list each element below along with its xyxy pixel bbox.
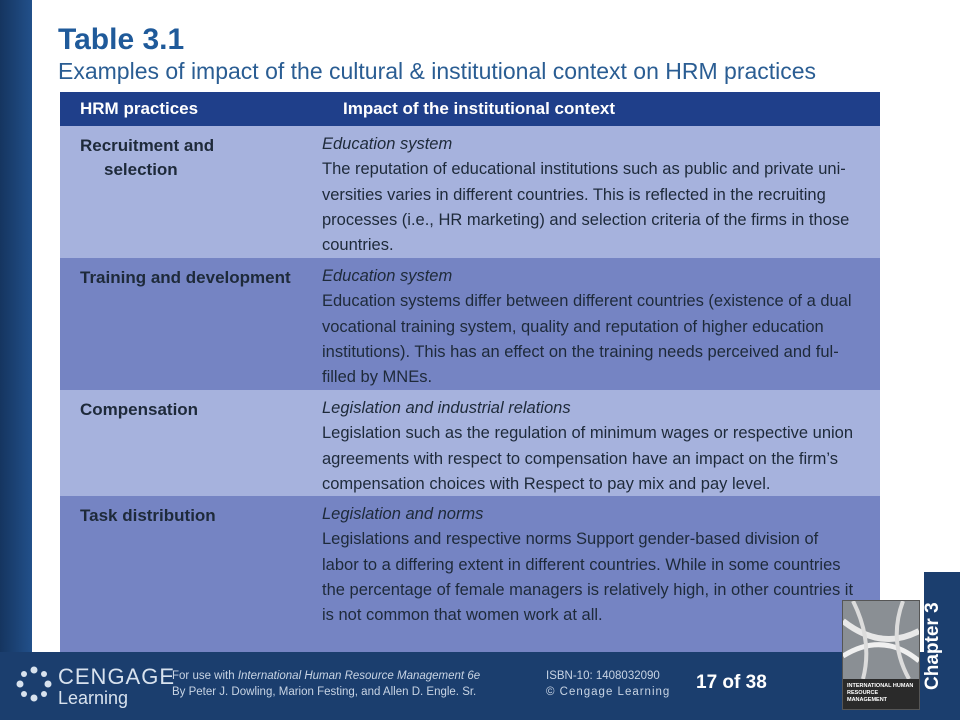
practice-label-cont: selection <box>104 160 178 179</box>
slide-subtitle: Examples of impact of the cultural & institutional context on HRM practices <box>58 58 817 84</box>
impact-line: compensation choices with Respect to pay mix and pay level. <box>322 474 771 493</box>
impact-cell <box>322 132 880 258</box>
table-row <box>60 126 880 258</box>
left-accent-bar <box>0 0 32 720</box>
impact-cell <box>322 502 880 628</box>
practice-cell <box>80 134 310 182</box>
table-header <box>60 92 880 126</box>
chapter-label: Chapter 3 <box>922 602 943 690</box>
impact-cell <box>322 264 880 390</box>
credit-book-title: International Human Resource Management 6e <box>237 670 481 682</box>
copyright-text: © Cengage Learning <box>546 686 671 698</box>
table-row <box>60 496 880 652</box>
practice-label: Recruitment and <box>80 136 215 155</box>
book-cover-thumbnail <box>842 600 920 710</box>
header-impact: Impact of the institutional context <box>343 99 616 118</box>
practice-cell <box>80 266 310 290</box>
practice-label: Compensation <box>80 400 199 419</box>
impact-line: agreements with respect to compensation have an impact on the firm’s <box>322 449 839 468</box>
impact-line: filled by MNEs. <box>322 368 433 387</box>
impact-line: institutions). This has an effect on the training needs perceived and ful- <box>322 342 839 361</box>
impact-line: countries. <box>322 236 394 255</box>
impact-heading: Education system <box>322 135 453 153</box>
logo-wordmark-cengage: CENGAGE <box>58 664 176 689</box>
impact-line: versities varies in different countries. This is reflected in the recruiting <box>322 185 826 204</box>
book-cover-title: INTERNATIONAL HUMAN RESOURCE MANAGEMENT <box>847 683 914 703</box>
credit-line-2: By Peter J. Dowling, Marion Festing, and Allen D. Engle. Sr. <box>172 686 477 698</box>
impact-heading: Education system <box>322 267 453 285</box>
footer-credit <box>172 668 480 700</box>
cengage-logo-icon <box>14 664 54 704</box>
header-hrm-practices: HRM practices <box>80 99 199 118</box>
isbn-text: ISBN-10: 1408032090 <box>546 670 660 682</box>
table-row <box>60 258 880 390</box>
impact-line: Legislations and respective norms Support gender-based division of <box>322 530 819 549</box>
impact-line: processes (i.e., HR marketing) and selection criteria of the firms in those <box>322 210 850 229</box>
slide-title: Table 3.1 <box>58 23 185 56</box>
practice-label: Task distribution <box>80 506 216 525</box>
credit-prefix: For use with <box>172 670 238 682</box>
hrm-table <box>60 92 880 652</box>
practice-label: Training and development <box>80 268 291 287</box>
impact-line: the percentage of female managers is relatively high, in other countries it <box>322 580 854 599</box>
impact-line: Education systems differ between different countries (existence of a dual <box>322 292 852 311</box>
logo-wordmark-learning: Learning <box>58 688 129 708</box>
impact-line: labor to a differing extent in different countries. While in some countries <box>322 555 841 574</box>
impact-heading: Legislation and industrial relations <box>322 399 571 417</box>
impact-cell <box>322 396 880 497</box>
impact-line: vocational training system, quality and reputation of higher education <box>322 317 824 336</box>
impact-line: The reputation of educational institutions such as public and private uni- <box>322 160 846 179</box>
practice-cell <box>80 398 310 422</box>
credit-line-1 <box>172 668 480 684</box>
table-row <box>60 390 880 496</box>
impact-heading: Legislation and norms <box>322 505 484 523</box>
impact-line: Legislation such as the regulation of minimum wages or respective union <box>322 424 854 443</box>
impact-line: is not common that women work at all. <box>322 606 603 625</box>
practice-cell <box>80 504 310 528</box>
footer-isbn <box>546 668 670 700</box>
page-indicator: 17 of 38 <box>696 672 767 693</box>
